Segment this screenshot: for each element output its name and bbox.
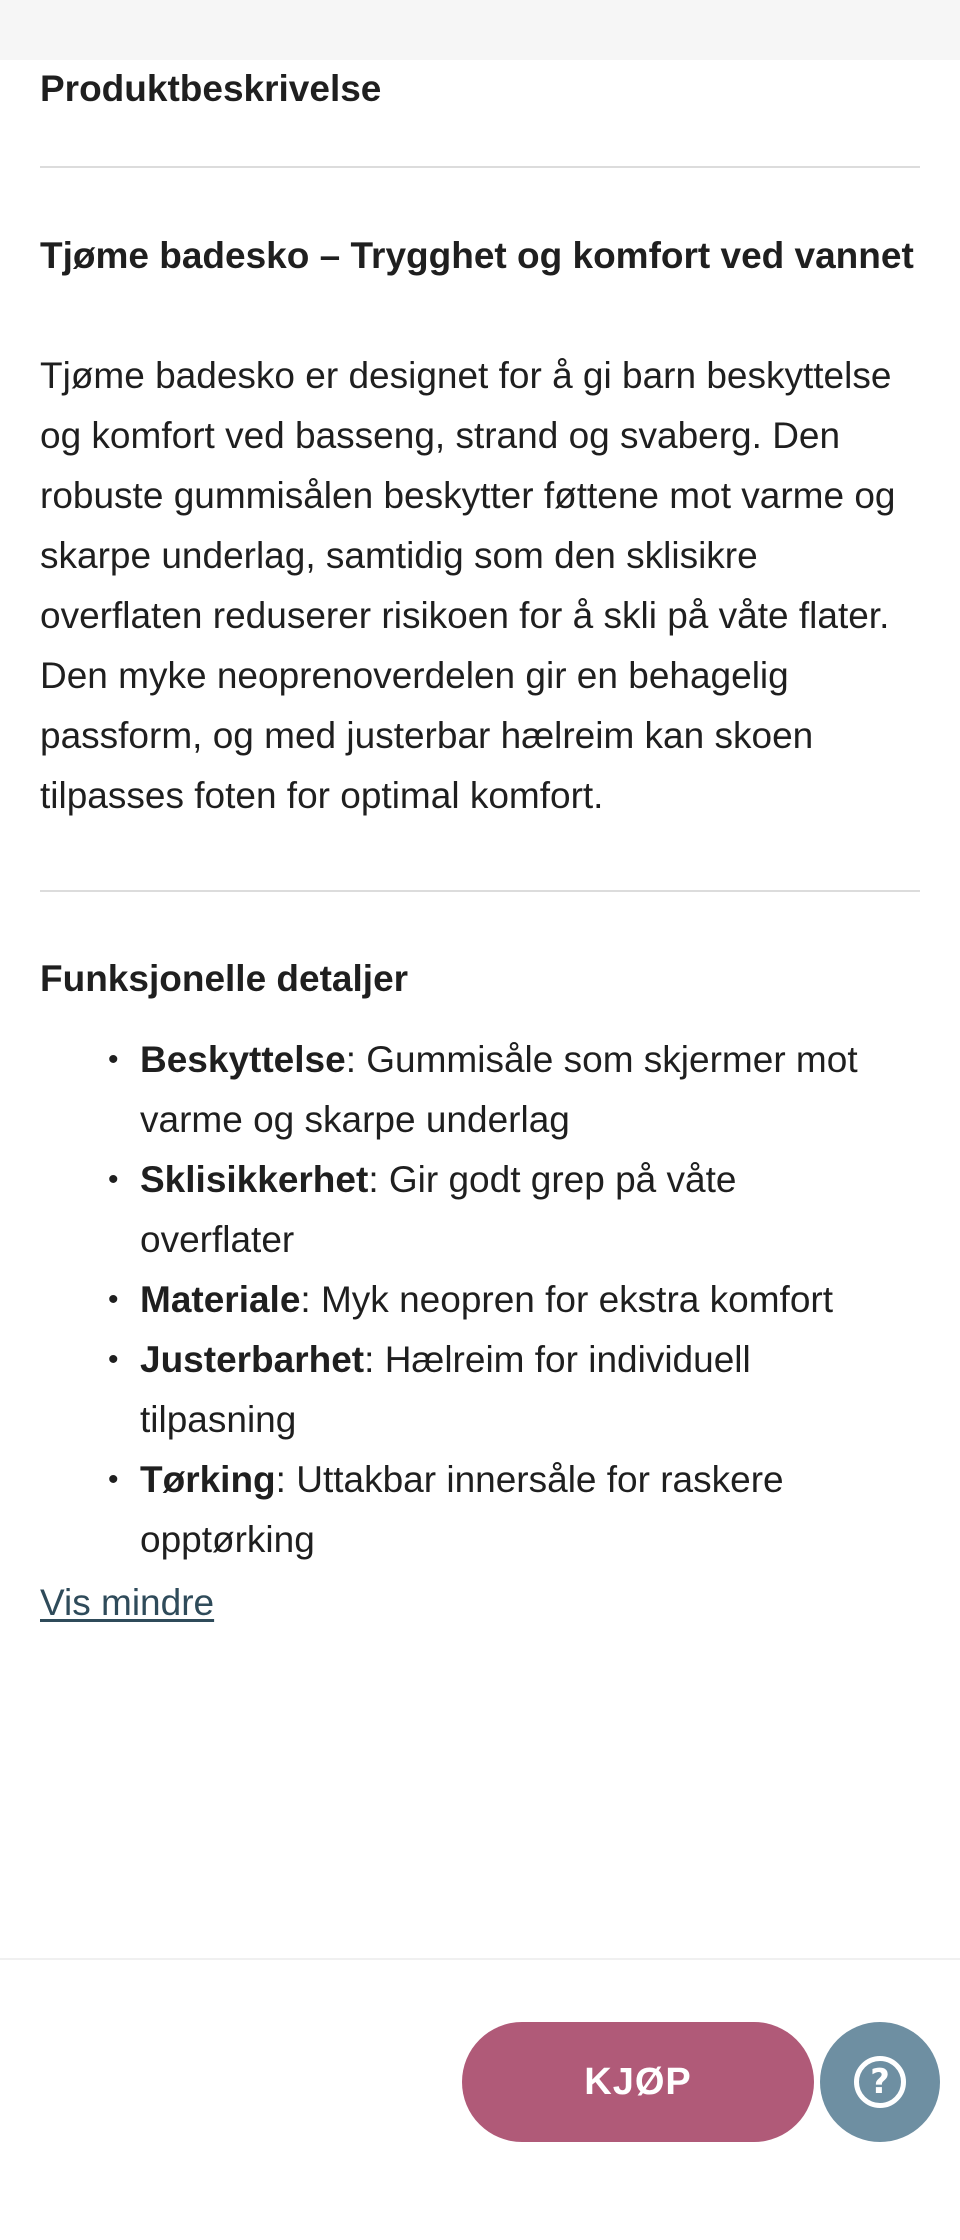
list-item bbox=[108, 1330, 920, 1450]
feature-label: Justerbarhet bbox=[140, 1339, 365, 1380]
bullet-icon: • bbox=[108, 1343, 119, 1376]
product-description-section bbox=[40, 60, 920, 1630]
bullet-icon: • bbox=[108, 1163, 119, 1196]
divider bbox=[40, 890, 920, 892]
buy-button[interactable]: KJØP bbox=[462, 2022, 814, 2142]
list-item bbox=[108, 1270, 920, 1330]
product-heading: Tjøme badesko – Trygghet og komfort ved vannet bbox=[40, 235, 914, 276]
question-circle-icon: ? bbox=[854, 2056, 906, 2108]
divider bbox=[40, 166, 920, 168]
bullet-icon: • bbox=[108, 1283, 119, 1316]
feature-text: : Uttakbar innersåle for raskere opptørking bbox=[140, 1459, 784, 1560]
feature-label: Materiale bbox=[140, 1279, 301, 1320]
feature-label: Tørking bbox=[140, 1459, 276, 1500]
list-item bbox=[108, 1030, 920, 1150]
feature-text: : Gir godt grep på våte overflater bbox=[140, 1159, 737, 1260]
bullet-icon: • bbox=[108, 1463, 119, 1496]
top-strip bbox=[0, 0, 960, 60]
show-less-link[interactable]: Vis mindre bbox=[40, 1582, 215, 1623]
list-item bbox=[108, 1450, 920, 1570]
product-description: Tjøme badesko er designet for å gi barn beskyttelse og komfort ved basseng, strand og svaberg. Den robuste gummisålen beskytter føttene mot varme og skarpe underlag, samtidig som den sklisikre overflaten reduserer risikoen for å skli på våte flater. Den myke neoprenoverdelen gir en behagelig passform, og med justerbar hælreim kan skoen tilpasses foten for optimal komfort. bbox=[40, 355, 896, 816]
feature-text: : Gummisåle som skjermer mot varme og skarpe underlag bbox=[140, 1039, 858, 1140]
section-title: Produktbeskrivelse bbox=[40, 68, 382, 109]
feature-text: : Hælreim for individuell tilpasning bbox=[140, 1339, 751, 1440]
features-title: Funksjonelle detaljer bbox=[40, 958, 409, 999]
bullet-icon: • bbox=[108, 1043, 119, 1076]
feature-text: : Myk neopren for ekstra komfort bbox=[300, 1279, 834, 1320]
feature-label: Sklisikkerhet bbox=[140, 1159, 369, 1200]
help-button[interactable] bbox=[820, 2022, 940, 2142]
feature-label: Beskyttelse bbox=[140, 1039, 346, 1080]
features-list bbox=[40, 1030, 920, 1570]
list-item bbox=[108, 1150, 920, 1270]
